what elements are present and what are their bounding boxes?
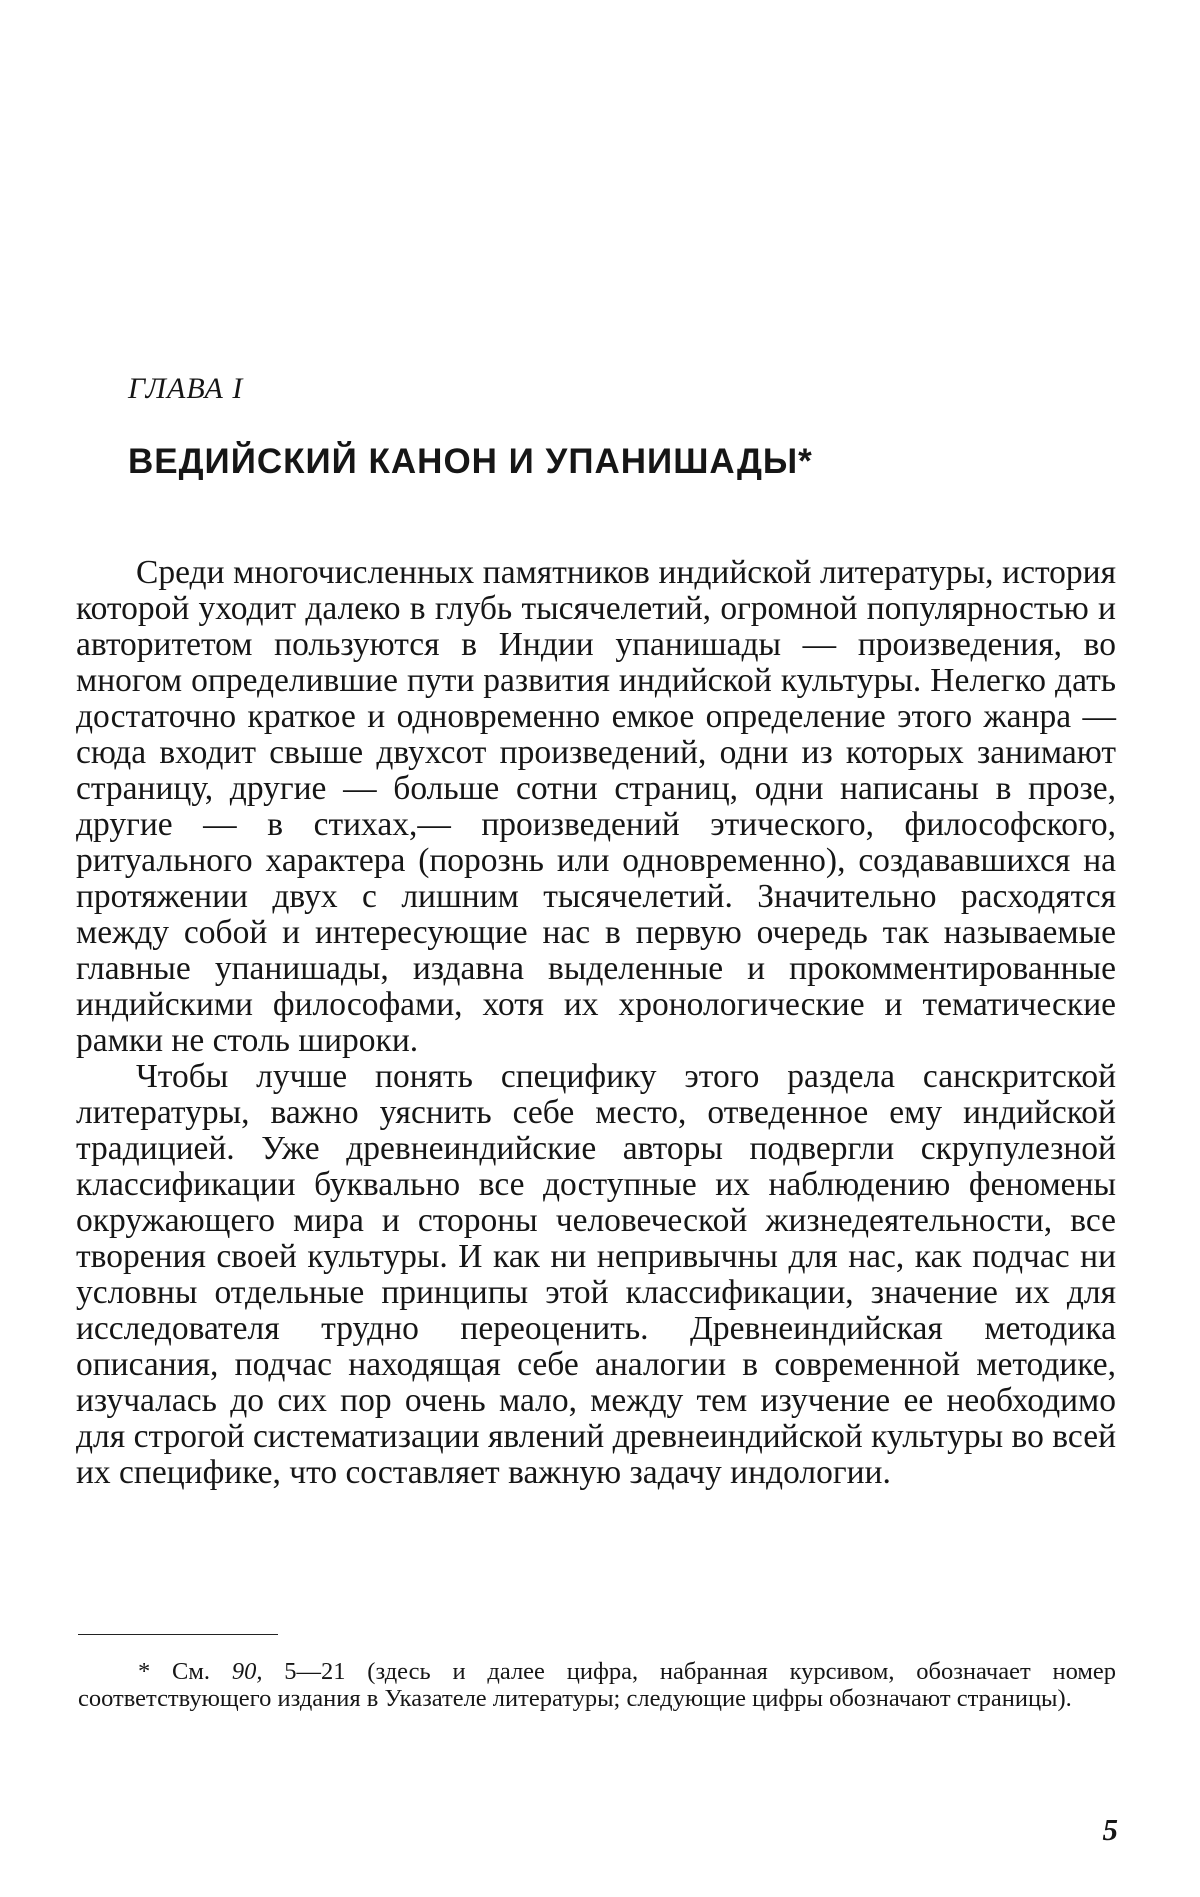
page-number: 5 — [1102, 1812, 1118, 1847]
paragraph-2: Чтобы лучше понять специфику этого раздела санскритской литературы, важно уяснить себе место, отведенное ему индийской традицией. Уже древнеиндийские авторы подвергли скрупулезной классификации буквально все доступные их наблюдению феномены окружающего мира и стороны человеческой жизнедеятельности, все творения своей культуры. И как ни непривычны для нас, как подчас ни условны отдельные принципы этой классификации, значение их для исследователя трудно переоценить. Древнеиндийская методика описания, подчас находящая себе аналогии в современной методике, изучалась до сих пор очень мало, между тем изучение ее необходимо для строгой систематизации явлений древнеиндийской культуры во всей их специфике, что составляет важную задачу индологии. — [76, 1058, 1116, 1491]
footnote-text: 5—21 (здесь и далее цифра, набранная курсивом, обозначает номер соответствующего издания в Указателе литературы; следующие цифры обозначают страницы). — [78, 1658, 1116, 1712]
body-text — [76, 555, 1116, 1491]
footnote-reference: 90, — [231, 1658, 263, 1685]
chapter-title: ВЕДИЙСКИЙ КАНОН И УПАНИШАДЫ* — [128, 442, 813, 481]
footnote — [78, 1658, 1116, 1712]
footnote-divider — [78, 1634, 278, 1635]
footnote-prefix: * См. — [138, 1658, 211, 1685]
paragraph-1: Среди многочисленных памятников индийской литературы, история которой уходит далеко в глубь тысячелетий, огромной популярностью и авторитетом пользуются в Индии упанишады — произведения, во многом определившие пути развития индийской культуры. Нелегко дать достаточно краткое и одновременно емкое определение этого жанра — сюда входит свыше двухсот произведений, одни из которых занимают страницу, другие — больше сотни страниц, одни написаны в прозе, другие — в стихах,— произведений этического, философского, ритуального характера (порознь или одновременно), создававшихся на протяжении двух с лишним тысячелетий. Значительно расходятся между собой и интересующие нас в первую очередь так называемые главные упанишады, издавна выделенные и прокомментированные индийскими философами, хотя их хронологические и тематические рамки не столь широки. — [76, 554, 1116, 1059]
chapter-label: ГЛАВА I — [128, 372, 244, 405]
